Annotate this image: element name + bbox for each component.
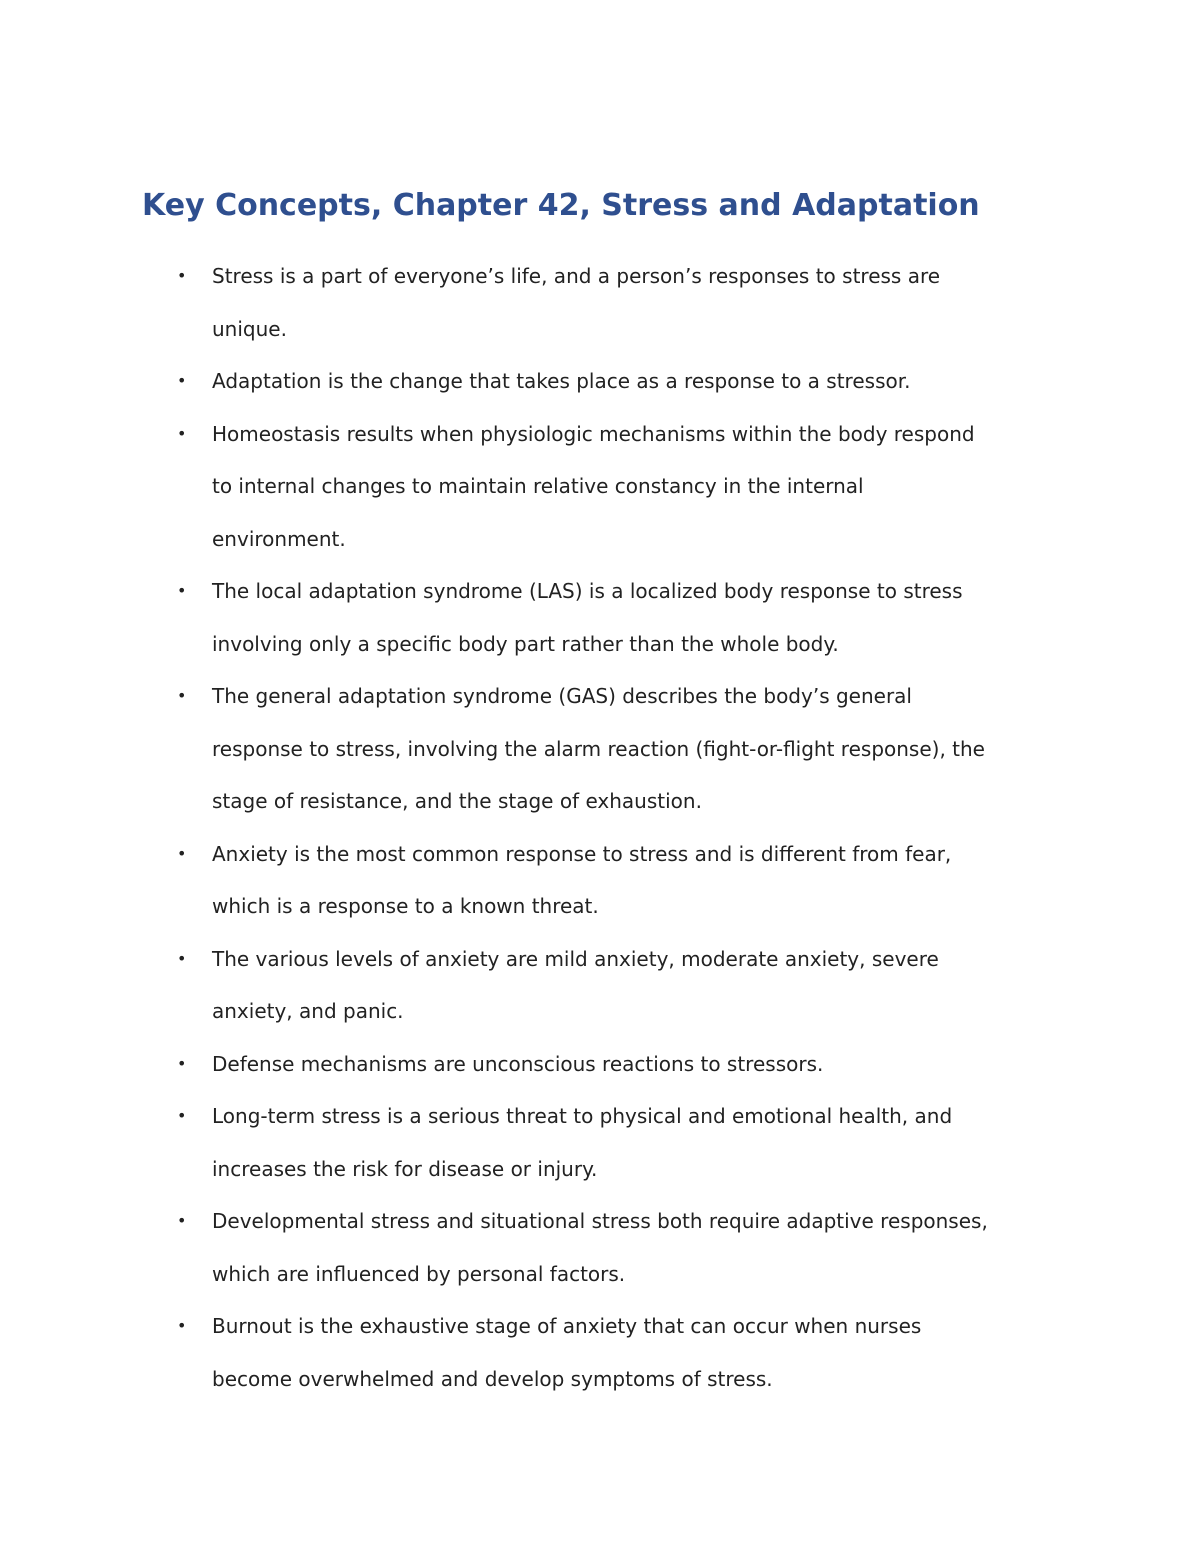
bullet-icon: • bbox=[177, 948, 187, 968]
list-item-text-line: Homeostasis results when physiologic mechanisms within the body respond bbox=[212, 421, 975, 446]
list-item-text-line: involving only a specific body part rather than the whole body. bbox=[212, 631, 839, 656]
list-item bbox=[0, 408, 988, 566]
list-item-text-line: increases the risk for disease or injury. bbox=[212, 1156, 598, 1181]
page-title: Key Concepts, Chapter 42, Stress and Adaptation bbox=[142, 188, 980, 223]
list-item bbox=[0, 565, 988, 670]
bullet-icon: • bbox=[177, 1053, 187, 1073]
list-item bbox=[0, 250, 988, 355]
list-item-text-line: which is a response to a known threat. bbox=[212, 894, 599, 918]
bullet-icon: • bbox=[177, 1106, 187, 1125]
bullet-icon: • bbox=[177, 423, 187, 443]
list-item-text-line: become overwhelmed and develop symptoms of stress. bbox=[212, 1366, 773, 1391]
list-item-text-line: to internal changes to maintain relative constancy in the internal bbox=[212, 474, 864, 498]
list-item-text-line: anxiety, and panic. bbox=[212, 999, 404, 1023]
bullet-icon: • bbox=[177, 686, 187, 705]
list-item-text-line: The general adaptation syndrome (GAS) describes the body’s general bbox=[212, 684, 912, 708]
key-concepts-list bbox=[0, 250, 988, 1405]
list-item bbox=[0, 1195, 988, 1300]
list-item-text-line: Long-term stress is a serious threat to physical and emotional health, and bbox=[212, 1104, 953, 1128]
bullet-icon: • bbox=[177, 843, 187, 863]
list-item-text-line: stage of resistance, and the stage of exhaustion. bbox=[212, 789, 702, 813]
list-item-text-line: environment. bbox=[212, 526, 346, 551]
list-item-text-line: Defense mechanisms are unconscious reactions to stressors. bbox=[212, 1051, 824, 1076]
list-item-text-line: unique. bbox=[212, 316, 287, 341]
list-item bbox=[0, 933, 988, 1038]
list-item bbox=[0, 1300, 988, 1405]
list-item-text-line: The local adaptation syndrome (LAS) is a localized body response to stress bbox=[212, 579, 963, 603]
list-item bbox=[0, 828, 988, 933]
list-item-text-line: Anxiety is the most common response to stress and is different from fear, bbox=[212, 841, 952, 866]
list-item-text-line: Burnout is the exhaustive stage of anxiety that can occur when nurses bbox=[212, 1314, 922, 1338]
list-item bbox=[0, 1090, 988, 1195]
bullet-icon: • bbox=[177, 1316, 187, 1335]
bullet-icon: • bbox=[177, 266, 187, 285]
list-item bbox=[0, 355, 988, 408]
list-item-text-line: Stress is a part of everyone’s life, and a person’s responses to stress are bbox=[212, 264, 941, 288]
list-item-text-line: Adaptation is the change that takes place as a response to a stressor. bbox=[212, 369, 911, 393]
list-item bbox=[0, 670, 988, 828]
list-item-text-line: response to stress, involving the alarm reaction (fight-or-flight response), the bbox=[212, 736, 985, 761]
bullet-icon: • bbox=[177, 371, 187, 390]
list-item-text-line: which are influenced by personal factors. bbox=[212, 1261, 626, 1286]
bullet-icon: • bbox=[177, 581, 187, 600]
list-item-text-line: Developmental stress and situational stress both require adaptive responses, bbox=[212, 1209, 988, 1233]
list-item-text-line: The various levels of anxiety are mild anxiety, moderate anxiety, severe bbox=[212, 946, 939, 971]
bullet-icon: • bbox=[177, 1211, 187, 1230]
list-item bbox=[0, 1038, 988, 1091]
